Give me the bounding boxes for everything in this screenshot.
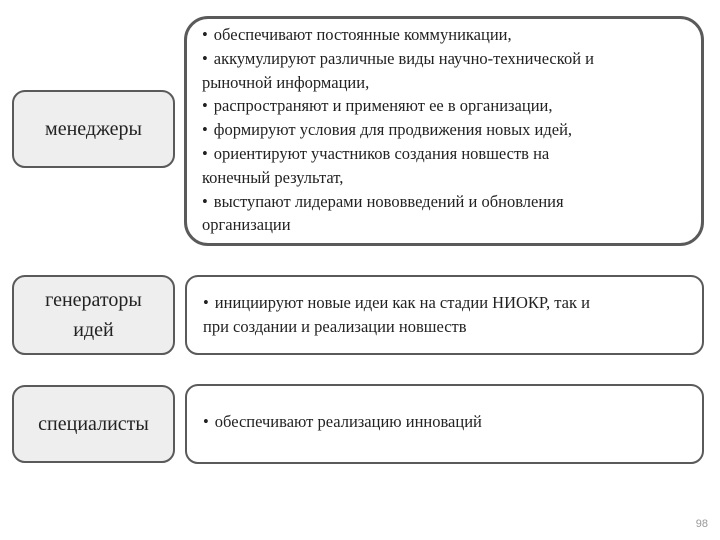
- bullet-icon: •: [202, 191, 208, 211]
- description-box-specialists: [185, 384, 704, 464]
- bullet-icon: •: [202, 96, 208, 116]
- description-line: • аккумулируют различные виды научно-технической и: [202, 48, 594, 68]
- description-line: • обеспечивают постоянные коммуникации,: [202, 25, 512, 44]
- description-line: • формируют условия для продвижения новых идей,: [202, 120, 573, 140]
- description-line: конечный результат,: [202, 167, 344, 187]
- role-label-idea-generators: генераторы идей: [45, 289, 142, 341]
- bullet-icon: •: [202, 25, 208, 44]
- description-box-managers: [184, 16, 704, 246]
- description-line: • распространяют и применяют ее в организации,: [202, 96, 553, 116]
- bullet-icon: •: [203, 412, 209, 432]
- role-label-specialists: специалисты: [38, 413, 149, 435]
- bullet-icon: •: [202, 120, 208, 140]
- description-line: организации: [202, 215, 291, 235]
- description-line: при создании и реализации новшеств: [203, 316, 467, 336]
- bullet-icon: •: [203, 293, 209, 312]
- role-box-idea-generators: [12, 275, 175, 355]
- description-line: рыночной информации,: [202, 72, 370, 92]
- description-box-idea-generators: [185, 275, 704, 355]
- description-line: • инициируют новые идеи как на стадии НИОКР, так и: [203, 293, 590, 312]
- role-box-managers: [12, 90, 175, 168]
- role-box-specialists: [12, 385, 175, 463]
- page-number: 98: [695, 518, 708, 530]
- bullet-icon: •: [202, 143, 208, 163]
- description-line: • ориентируют участников создания новшеств на: [202, 143, 550, 163]
- description-line: • обеспечивают реализацию инноваций: [203, 412, 482, 432]
- bullet-icon: •: [202, 48, 208, 68]
- description-line: • выступают лидерами нововведений и обновления: [202, 191, 564, 211]
- role-label-managers: менеджеры: [45, 118, 142, 140]
